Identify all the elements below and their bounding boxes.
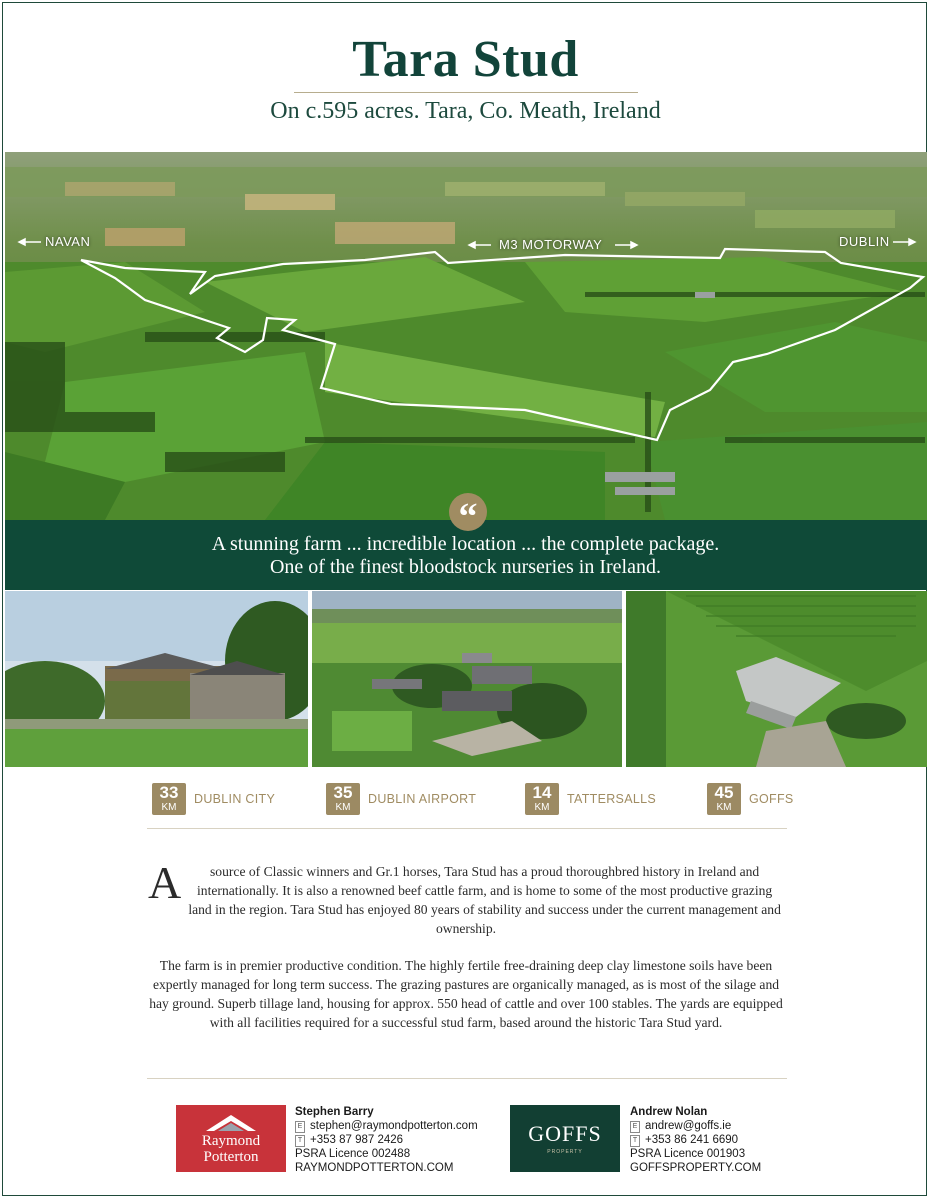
agent-website[interactable]: GOFFSPROPERTY.COM [630,1162,762,1174]
photo-yard [312,591,622,767]
agent-phone[interactable]: +353 87 987 2426 [310,1134,404,1146]
page-title: Tara Stud [352,31,579,88]
agent-contact-stephen [295,1105,478,1175]
agent-contact-andrew [630,1105,761,1175]
email-icon: E [630,1121,640,1133]
phone-icon: T [630,1135,640,1147]
distance-goffs [707,783,794,815]
distance-badge [525,783,559,815]
distance-dublin-city [152,783,275,815]
distance-label: DUBLIN AIRPORT [368,792,477,806]
logo-text-2: PROPERTY [547,1149,583,1155]
email-icon: E [295,1121,305,1133]
page-subtitle: On c.595 acres. Tara, Co. Meath, Ireland [270,98,661,124]
distance-unit: KM [161,802,177,813]
distance-value: 14 [532,783,552,802]
distance-unit: KM [534,802,550,813]
distance-value: 35 [333,783,353,802]
logo-text-1: GOFFS [528,1121,602,1146]
logo-text-1: Raymond [201,1133,261,1149]
distance-unit: KM [716,802,732,813]
agent-licence: PSRA Licence 001903 [630,1148,746,1160]
distance-unit: KM [335,802,351,813]
label-m3-motorway: M3 MOTORWAY [499,237,603,252]
raymond-potterton-logo [176,1105,286,1172]
distance-tattersalls [525,783,656,815]
detail-paragraph: The farm is in premier productive condition. The highly fertile free-draining deep clay limestone soils have been expertly managed for long term success. The grazing pastures are organically managed, as is most of the silage and hay ground. Superb tillage land, housing for approx. 550 head of cattle and over 100 stables. The yards are equipped with all facilities required for a successful stud farm, based around the historic Tara Stud yard. [149,958,783,1030]
distance-value: 33 [159,783,179,802]
agent-licence: PSRA Licence 002488 [295,1148,411,1160]
label-navan: NAVAN [45,234,91,249]
title-divider [294,92,638,93]
agent-email[interactable]: andrew@goffs.ie [645,1120,732,1132]
intro-paragraph [148,857,784,938]
quote-line-2: One of the finest bloodstock nurseries in Ireland. [269,556,661,578]
agent-phone[interactable]: +353 86 241 6690 [645,1134,739,1146]
agent-name: Andrew Nolan [630,1106,708,1118]
distance-dublin-airport [326,783,476,815]
distance-label: GOFFS [749,792,794,806]
aerial-farm-image [5,152,927,520]
agent-email[interactable]: stephen@raymondpotterton.com [310,1120,478,1132]
label-dublin: DUBLIN [839,234,890,249]
distance-value: 45 [714,783,734,802]
photo-farm-buildings [626,591,927,767]
goffs-logo [510,1105,620,1172]
distance-badge [152,783,186,815]
intro-text: source of Classic winners and Gr.1 horses, Tara Stud has a proud thoroughbred history in Ireland and internationally. It is also a renowned beef cattle farm, and is home to some of the most productive grazing land in the region. Tara Stud has enjoyed 80 years of stability and success under the current management and ownership. [188,864,781,936]
quote-icon: “ [449,493,487,531]
logo-text-2: Potterton [203,1149,259,1165]
quote-line-1: A stunning farm ... incredible location ... the complete package. [211,533,720,555]
distance-label: DUBLIN CITY [194,792,276,806]
distance-label: TATTERSALLS [567,792,656,806]
distance-badge [326,783,360,815]
divider-top [147,828,787,829]
agent-website[interactable]: RAYMONDPOTTERTON.COM [295,1162,454,1174]
photo-house [5,591,308,767]
phone-icon: T [295,1135,305,1147]
agent-name: Stephen Barry [295,1106,374,1118]
distance-badge [707,783,741,815]
divider-bottom [147,1078,787,1079]
drop-cap: A [148,857,182,908]
